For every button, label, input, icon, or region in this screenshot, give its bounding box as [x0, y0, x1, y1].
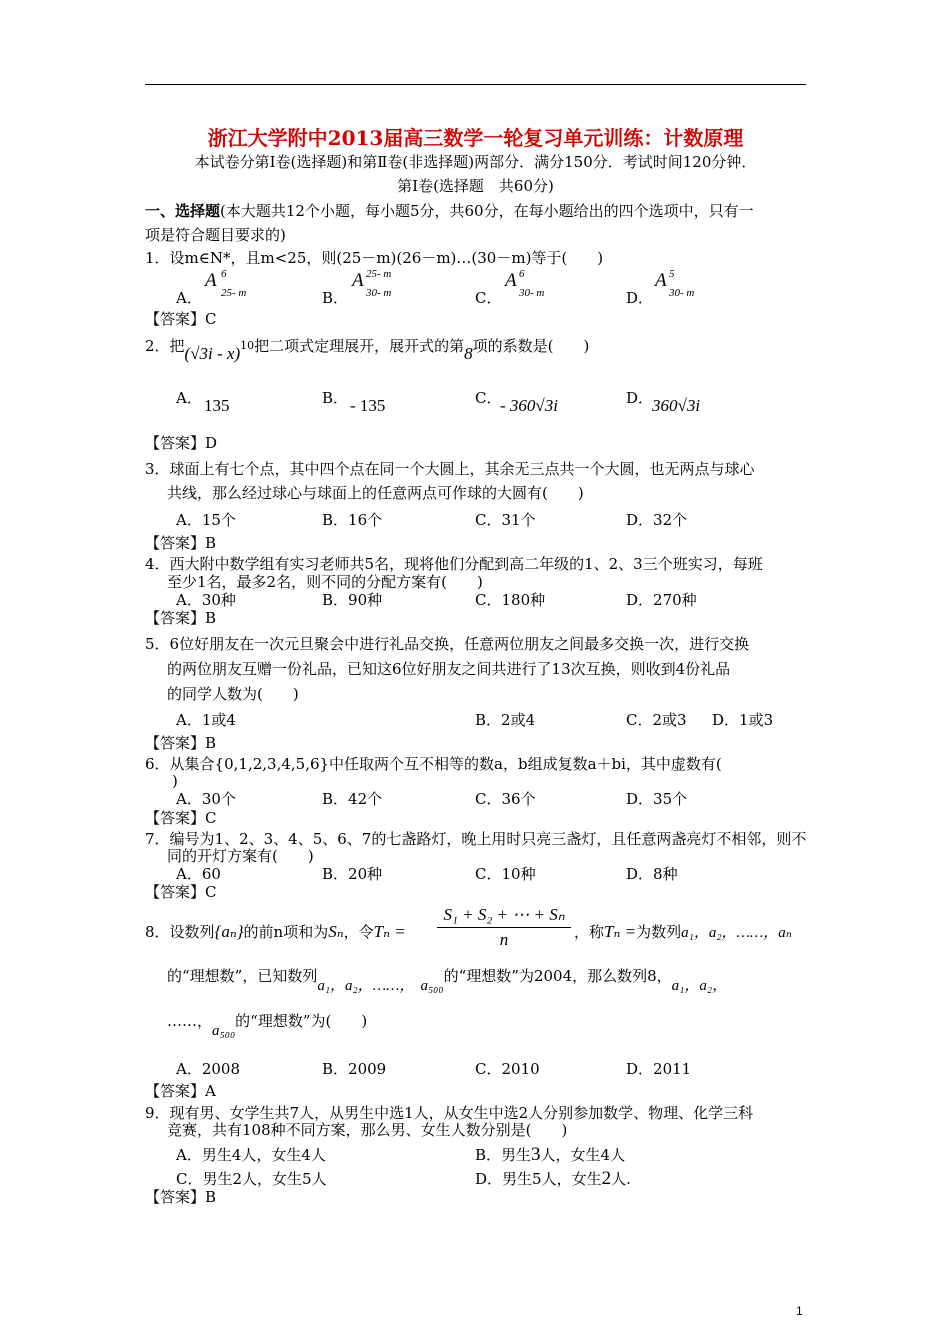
q6-option-a: A．30个: [176, 790, 236, 808]
q1-answer: 【答案】C: [145, 310, 217, 328]
q1-label-a: A．: [176, 289, 202, 307]
q4-stem-2: 至少1名，最多2名，则不同的分配方案有( ): [167, 573, 483, 591]
q4-option-d: D．270种: [626, 591, 697, 609]
q4-option-c: C．180种: [475, 591, 546, 609]
q8-stem-1b: ，称Tₙ =为数列a₁，a₂，……，aₙ: [574, 922, 792, 941]
q9-stem-2: 竞赛，共有108种不同方案，那么男、女生人数分别是( ): [167, 1121, 568, 1139]
q8-stem-1: 8．设数列{aₙ}的前n项和为Sₙ，令Tₙ =: [145, 922, 406, 941]
q3-answer: 【答案】B: [145, 534, 217, 552]
q2-answer: 【答案】D: [145, 434, 218, 452]
q5-option-d: D．1或3: [712, 711, 774, 729]
q3-stem-2: 共线，那么经过球心与球面上的任意两点可作球的大圆有( ): [167, 484, 584, 502]
q2-option-a: 135: [204, 396, 230, 415]
q1-label-d: D．: [626, 289, 654, 307]
q5-option-a: A．1或4: [176, 711, 236, 729]
q7-answer: 【答案】C: [145, 883, 217, 901]
q2-label-c: C．: [475, 389, 502, 407]
q1-option-c: A 6 30- m: [505, 268, 545, 299]
q8-fraction: [437, 905, 571, 950]
q9-option-a: A．男生4人，女生4人: [176, 1146, 326, 1164]
q7-option-d: D．8种: [626, 865, 678, 883]
q1-option-a: A 6 25- m: [205, 268, 247, 299]
q8-option-b: B．2009: [322, 1060, 387, 1078]
q5-stem-3: 的同学人数为( ): [167, 685, 299, 703]
q2-option-c: - 360√3i: [500, 396, 558, 415]
q7-option-c: C．10种: [475, 865, 536, 883]
q5-option-c: C．2或3: [626, 711, 687, 729]
section-desc-1: (本大题共12个小题，每小题5分，共60分，在每小题给出的四个选项中，只有一: [220, 202, 754, 220]
q8-option-c: C．2010: [475, 1060, 540, 1078]
q3-option-b: B．16个: [322, 511, 383, 529]
q3-option-d: D．32个: [626, 511, 688, 529]
q2-option-d: 360√3i: [652, 396, 701, 415]
section-heading: [145, 201, 754, 221]
q4-option-b: B．90种: [322, 591, 383, 609]
q1-label-c: C．: [475, 289, 502, 307]
q1-label-b: B．: [322, 289, 349, 307]
header-rule: [145, 84, 806, 85]
q8-stem-3: ……，a₅₀₀的“理想数”为( ): [167, 1012, 368, 1039]
q4-stem-1: 4．西大附中数学组有实习老师共5名，现将他们分配到高二年级的1、2、3三个班实习，每班: [145, 555, 763, 573]
q8-answer: 【答案】A: [145, 1082, 216, 1100]
q6-stem-1: 6．从集合{0,1,2,3,4,5,6}中任取两个互不相等的数a，b组成复数a＋bi，其中虚数有(: [145, 755, 722, 773]
q3-option-a: A．15个: [176, 511, 236, 529]
section-head: 一、选择题: [145, 202, 221, 220]
q8-stem-2: 的“理想数”，已知数列a₁，a₂，……， a₅₀₀的“理想数”为2004，那么数列8，a₁，a₂，: [167, 967, 728, 994]
q3-stem-1: 3．球面上有七个点，其中四个点在同一个大圆上，其余无三点共一个大圆，也无两点与球心: [145, 460, 755, 478]
q1-option-b: A 25- m 30- m: [352, 268, 392, 299]
q2-label-a: A．: [176, 389, 202, 407]
q5-stem-1: 5．6位好朋友在一次元旦聚会中进行礼品交换，任意两位朋友之间最多交换一次，进行交换: [145, 635, 750, 653]
page-number: 1: [796, 1304, 803, 1318]
q9-answer: 【答案】B: [145, 1188, 217, 1206]
q6-option-b: B．42个: [322, 790, 383, 808]
q8-denominator: n: [499, 930, 509, 949]
q3-option-c: C．31个: [475, 511, 536, 529]
q6-answer: 【答案】C: [145, 809, 217, 827]
q6-stem-2: ): [172, 772, 178, 790]
q7-option-a: A．60: [176, 865, 221, 883]
q7-stem-1: 7．编号为1、2、3、4、5、6、7的七盏路灯，晚上用时只亮三盏灯，且任意两盏亮灯不相邻，则不: [145, 830, 807, 848]
q2-option-b: - 135: [350, 396, 386, 415]
q9-stem-1: 9．现有男、女学生共7人，从男生中选1人，从女生中选2人分别参加数学、物理、化学三科: [145, 1104, 754, 1122]
q5-answer: 【答案】B: [145, 734, 217, 752]
intro-text: 本试卷分第Ⅰ卷(选择题)和第Ⅱ卷(非选择题)两部分．满分150分．考试时间120分钟．: [194, 153, 757, 171]
q6-option-d: D．35个: [626, 790, 688, 808]
q7-stem-2: 同的开灯方案有( ): [167, 847, 314, 865]
q1-stem: 1．设m∈N*，且m<25，则(25－m)(26－m)…(30－m)等于( ): [145, 249, 604, 267]
q5-option-b: B．2或4: [475, 711, 536, 729]
q9-option-d: D．男生5人，女生2人.: [475, 1168, 631, 1189]
section-desc-2: 项是符合题目要求的): [145, 226, 286, 244]
q2-label-b: B．: [322, 389, 349, 407]
q2-stem: 2．把(√3i - x)10把二项式定理展开，展开式的第8项的系数是( ): [145, 337, 590, 363]
q4-option-a: A．30种: [176, 591, 236, 609]
q8-numerator: S₁ + S₂ + ⋯ + Sₙ: [437, 905, 571, 928]
q2-label-d: D．: [626, 389, 654, 407]
q9-option-c: C．男生2人，女生5人: [176, 1170, 327, 1188]
q5-stem-2: 的两位朋友互赠一份礼品，已知这6位好朋友之间共进行了13次互换，则收到4份礼品: [167, 660, 731, 678]
q1-option-d: A 5 30- m: [655, 268, 695, 299]
q8-option-d: D．2011: [626, 1060, 692, 1078]
volume-heading: 第Ⅰ卷(选择题 共60分): [397, 177, 554, 195]
q9-option-b: B．男生3人，女生4人: [475, 1144, 626, 1165]
page-title: 浙江大学附中2013届高三数学一轮复习单元训练：计数原理: [207, 126, 744, 150]
q8-option-a: A．2008: [176, 1060, 241, 1078]
q4-answer: 【答案】B: [145, 609, 217, 627]
q7-option-b: B．20种: [322, 865, 383, 883]
q6-option-c: C．36个: [475, 790, 536, 808]
